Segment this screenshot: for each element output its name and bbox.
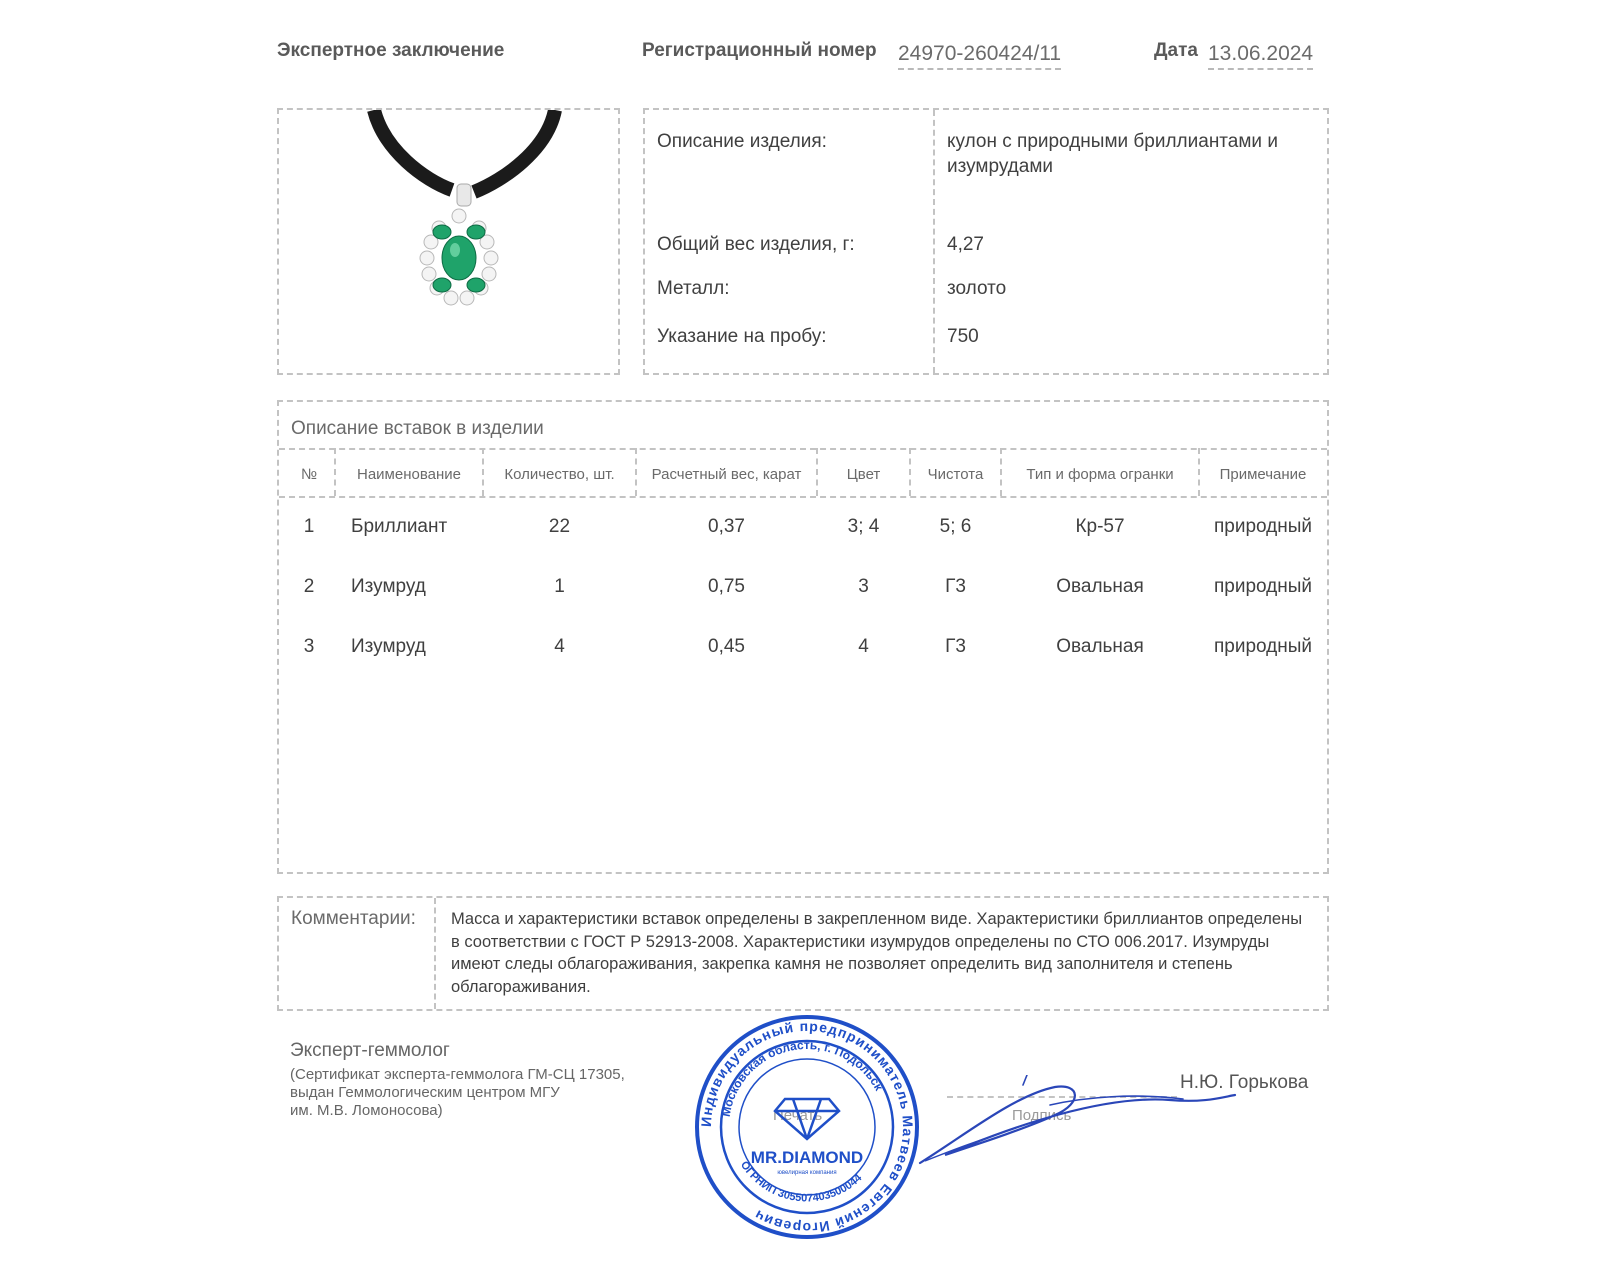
table-cell: Овальная — [1056, 576, 1144, 597]
metal-label: Металл: — [657, 278, 730, 299]
table-cell: Бриллиант — [351, 516, 448, 537]
date-label: Дата — [1154, 40, 1198, 61]
expert-title: Эксперт-геммолог — [290, 1040, 450, 1061]
expert-certificate-line: (Сертификат эксперта-геммолога ГМ-СЦ 17305, — [290, 1066, 625, 1083]
table-cell: природный — [1213, 576, 1313, 597]
column-header: Чистота — [927, 466, 984, 483]
expert-certificate-line: им. М.В. Ломоносова) — [290, 1102, 443, 1119]
weight-label: Общий вес изделия, г: — [657, 234, 855, 255]
comments-box — [277, 896, 1329, 1011]
stamp-caption: Печать — [773, 1107, 823, 1124]
metal-value: золото — [947, 278, 1007, 299]
product-photo — [277, 108, 620, 375]
document-title: Экспертное заключение — [277, 40, 505, 61]
table-cell: Г3 — [945, 636, 966, 657]
column-header: Расчетный вес, карат — [651, 466, 802, 483]
table-cell: 3; 4 — [847, 516, 880, 537]
column-header: Тип и форма огранки — [1026, 466, 1174, 483]
table-cell: 3 — [858, 576, 869, 597]
signature-caption: Подпись — [1012, 1107, 1072, 1124]
registration-number: 24970-260424/11 — [898, 42, 1061, 70]
table-cell: 2 — [303, 576, 315, 597]
table-cell: Г3 — [945, 576, 966, 597]
table-cell: 4 — [858, 636, 869, 657]
table-cell: Изумруд — [351, 576, 426, 597]
stamp-text: Индивидуальный предприниматель Матвеев Евгений Игоревич — [697, 1017, 917, 1237]
table-cell: Кр-57 — [1075, 516, 1125, 537]
column-header: Цвет — [846, 466, 881, 483]
table-cell: 5; 6 — [939, 516, 972, 537]
table-cell: природный — [1213, 636, 1313, 657]
column-header: № — [300, 466, 318, 483]
table-cell: 0,75 — [708, 576, 745, 597]
comments-text: Масса и характеристики вставок определены в закрепленном виде. Характеристики бриллиантов определены в соответствии с ГОСТ Р 52913-2008. Характеристики изумрудов определены по СТО 006.2017. Изумруды имеют следы облагораживания, закрепка камня не позволяет определить вид заполнителя и степень облагораживания. — [451, 910, 1303, 996]
expert-certificate-line: выдан Геммологическим центром МГУ — [290, 1084, 560, 1101]
table-cell: 22 — [548, 516, 571, 537]
table-cell: 4 — [554, 636, 565, 657]
table-cell: Овальная — [1056, 636, 1144, 657]
table-cell: Изумруд — [351, 636, 426, 657]
emerald-pendant-icon — [279, 110, 618, 373]
table-cell: 0,45 — [708, 636, 745, 657]
inserts-title: Описание вставок в изделии — [291, 418, 544, 439]
table-cell: природный — [1213, 516, 1313, 537]
table-cell: 1 — [554, 576, 565, 597]
table-cell: 0,37 — [708, 516, 745, 537]
signer-name: Н.Ю. Горькова — [1180, 1072, 1309, 1093]
stamp-brand: MR.DIAMOND — [750, 1148, 864, 1167]
registration-label: Регистрационный номер — [642, 40, 877, 61]
description-label: Описание изделия: — [657, 131, 827, 152]
column-header: Наименование — [357, 466, 461, 483]
company-stamp-icon — [693, 1013, 921, 1241]
handwritten-signature-icon — [905, 1075, 1245, 1175]
description-value: кулон с природными бриллиантами и изумрудами — [947, 131, 1278, 177]
inserts-table — [277, 400, 1329, 874]
table-cell: 1 — [303, 516, 315, 537]
table-cell: 3 — [303, 636, 315, 657]
weight-value: 4,27 — [947, 234, 984, 255]
stamp-inner-text: Московская область, г. Подольск — [718, 1037, 887, 1118]
stamp-ogrnip: ОГРНИП 305507403500044 — [737, 1159, 865, 1205]
date-value: 13.06.2024 — [1208, 42, 1313, 70]
stamp-subtitle: ювелирная компания — [777, 1170, 837, 1176]
comments-label: Комментарии: — [291, 908, 416, 929]
product-info — [643, 108, 1329, 375]
column-header: Примечание — [1219, 466, 1307, 483]
hallmark-label: Указание на пробу: — [657, 326, 827, 347]
hallmark-value: 750 — [947, 326, 979, 347]
column-header: Количество, шт. — [504, 466, 615, 483]
